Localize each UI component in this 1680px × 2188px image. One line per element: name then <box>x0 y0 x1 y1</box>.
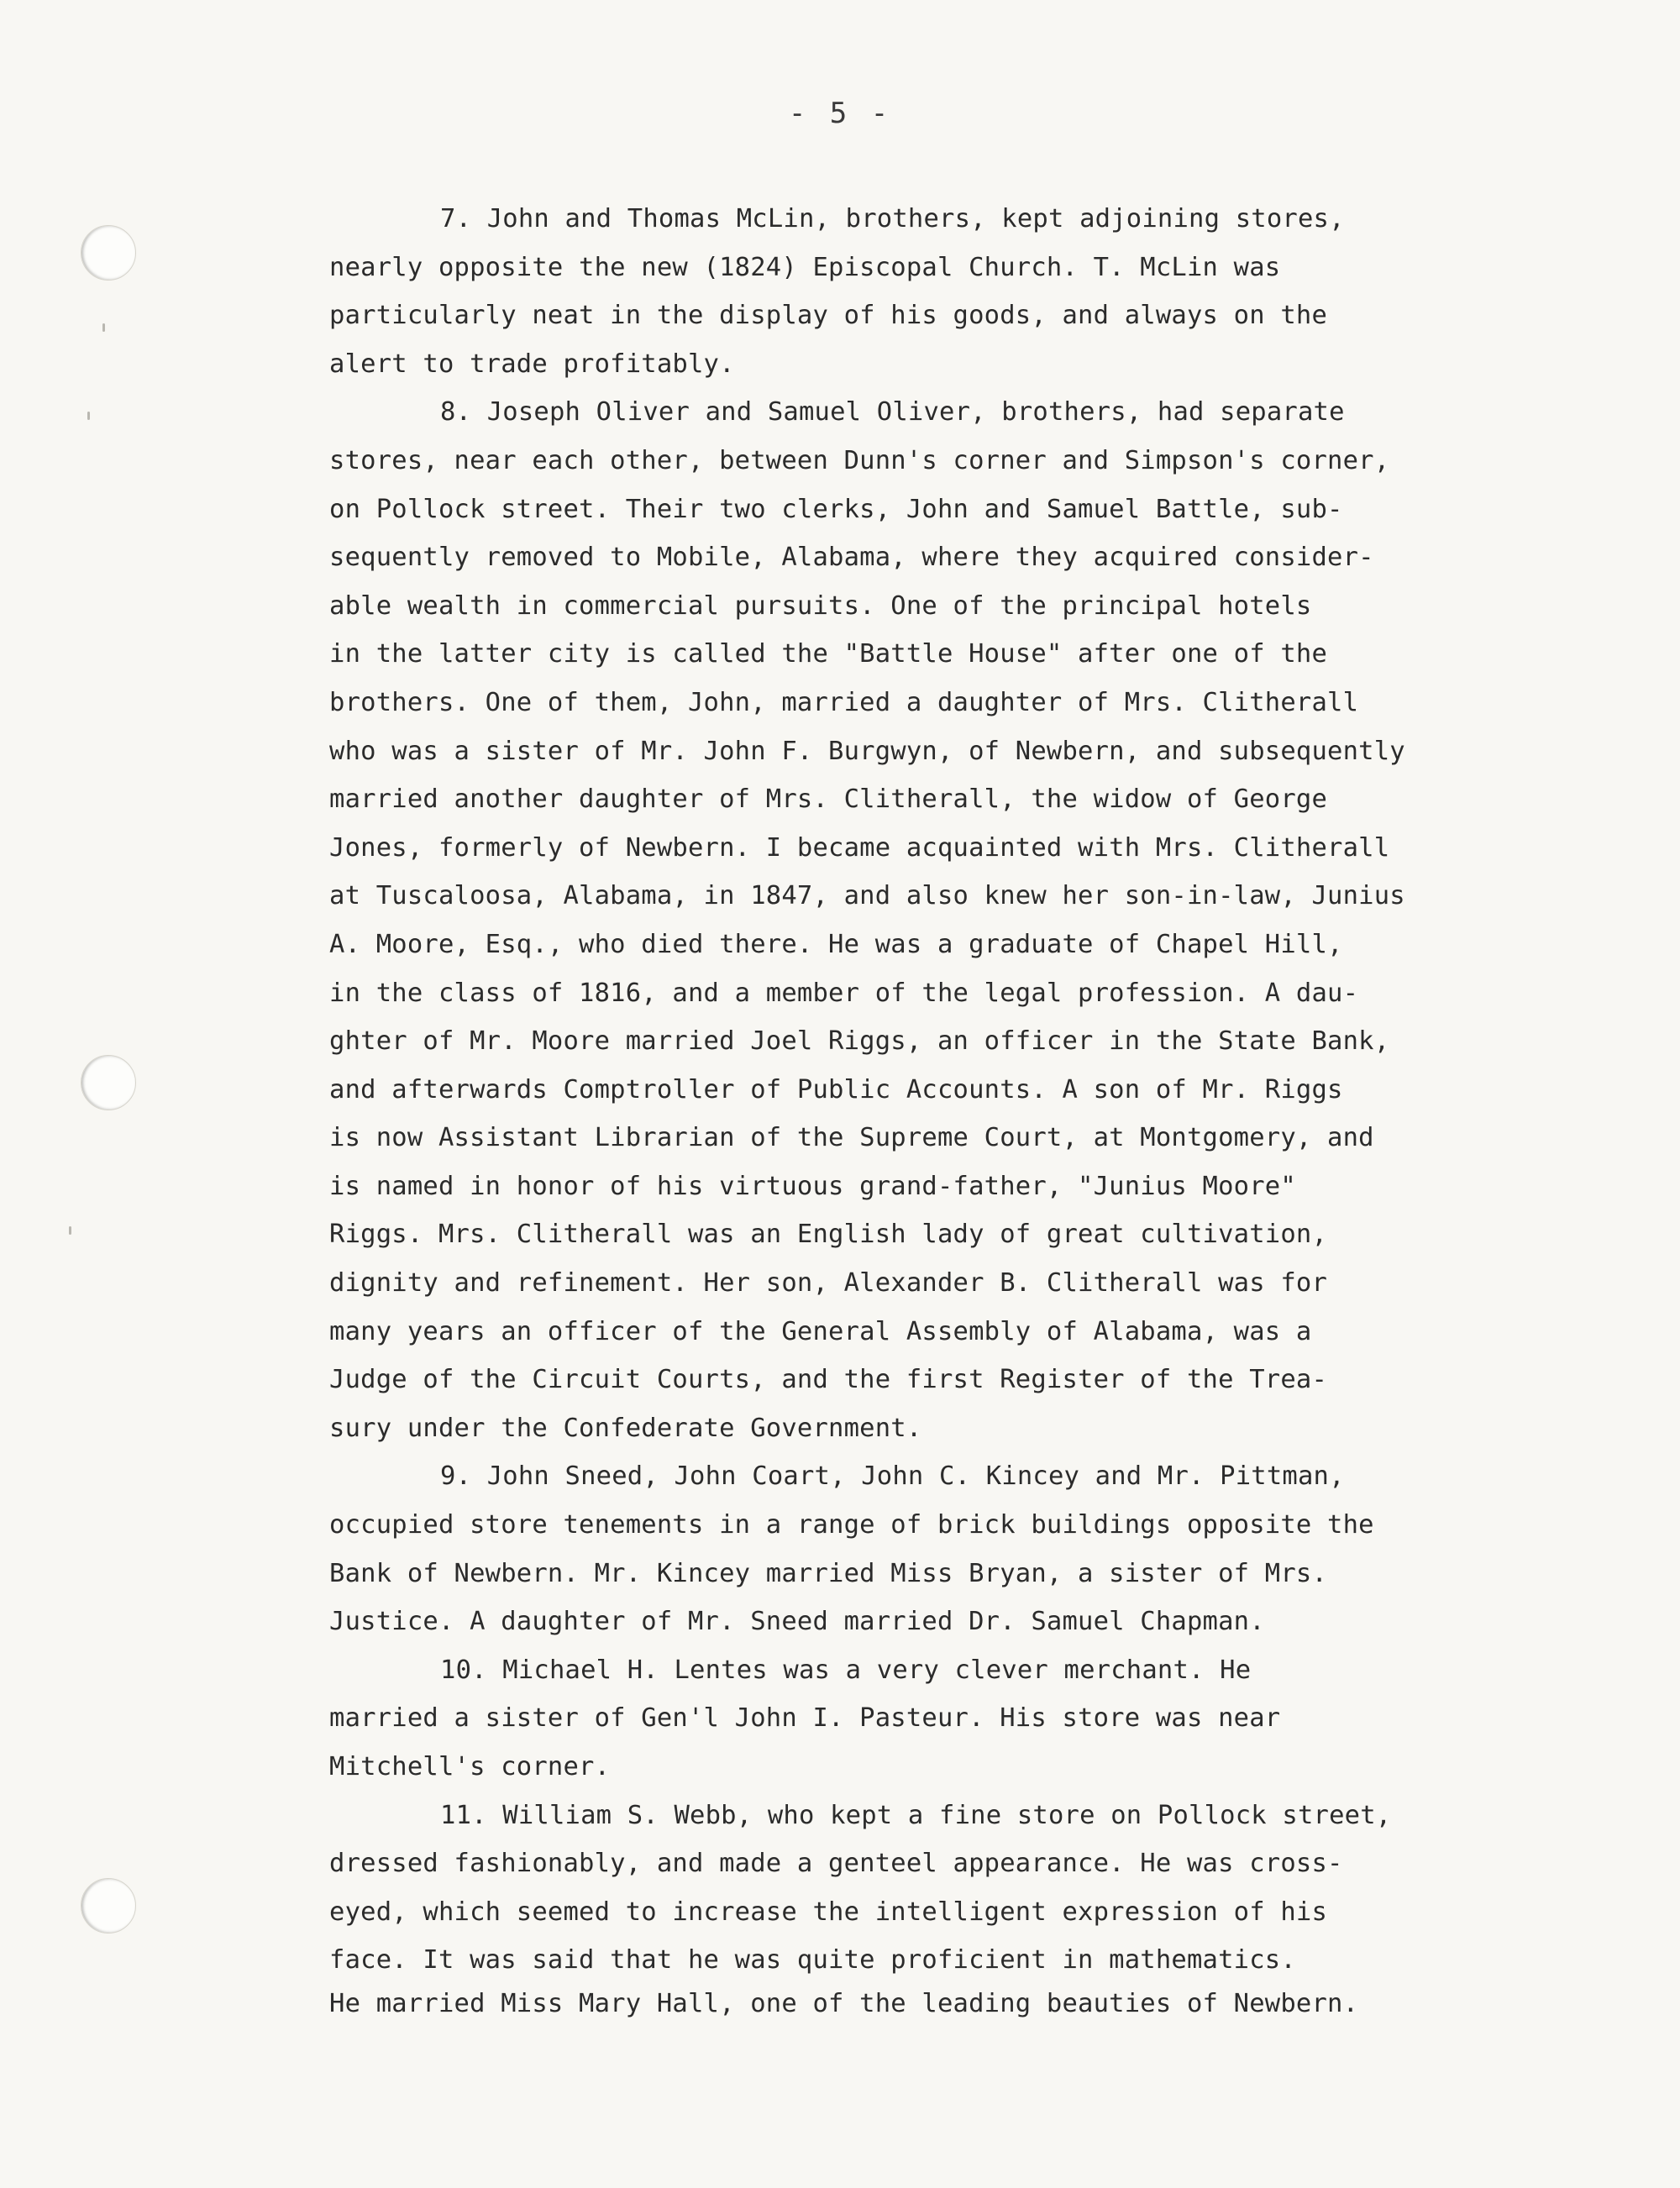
binder-hole <box>81 1878 136 1934</box>
text-line: 10. Michael H. Lentes was a very clever merchant. He <box>440 1655 1252 1685</box>
paper-speck <box>102 323 105 332</box>
text-line: 8. Joseph Oliver and Samuel Oliver, brothers, had separate <box>440 397 1345 428</box>
text-line: is named in honor of his virtuous grand-father, "Junius Moore" <box>329 1171 1296 1201</box>
text-line: in the class of 1816, and a member of the legal profession. A dau- <box>329 978 1359 1008</box>
text-line: eyed, which seemed to increase the intelligent expression of his <box>329 1897 1328 1927</box>
text-line: 7. John and Thomas McLin, brothers, kept adjoining stores, <box>440 204 1345 233</box>
paper-speck <box>69 1226 71 1235</box>
text-line: many years an officer of the General Assembly of Alabama, was a <box>329 1316 1312 1346</box>
text-line: stores, near each other, between Dunn's corner and Simpson's corner, <box>329 445 1390 475</box>
text-line: on Pollock street. Their two clerks, John and Samuel Battle, sub- <box>329 494 1343 524</box>
text-line: dressed fashionably, and made a genteel appearance. He was cross- <box>329 1849 1343 1879</box>
text-line: particularly neat in the display of his goods, and always on the <box>329 301 1328 331</box>
body-text <box>329 195 1472 2023</box>
text-line: sury under the Confederate Government. <box>329 1413 922 1443</box>
text-line: 11. William S. Webb, who kept a fine store on Pollock street, <box>440 1800 1392 1830</box>
text-line: married another daughter of Mrs. Clitherall, the widow of George <box>329 784 1328 815</box>
text-line: ghter of Mr. Moore married Joel Riggs, an officer in the State Bank, <box>329 1026 1390 1057</box>
text-line: in the latter city is called the "Battle House" after one of the <box>329 639 1328 669</box>
text-line: married a sister of Gen'l John I. Pasteur. His store was near <box>329 1703 1281 1734</box>
text-line: Judge of the Circuit Courts, and the first Register of the Trea- <box>329 1365 1328 1395</box>
text-line: sequently removed to Mobile, Alabama, where they acquired consider- <box>329 543 1374 573</box>
text-line: face. It was said that he was quite proficient in mathematics. <box>329 1945 1296 1975</box>
text-line: alert to trade profitably. <box>329 349 735 379</box>
text-line: at Tuscaloosa, Alabama, in 1847, and also knew her son-in-law, Junius <box>329 881 1405 911</box>
text-line: able wealth in commercial pursuits. One of the principal hotels <box>329 590 1312 621</box>
text-line: A. Moore, Esq., who died there. He was a graduate of Chapel Hill, <box>329 929 1343 959</box>
text-line: 9. John Sneed, John Coart, John C. Kincey and Mr. Pittman, <box>440 1461 1345 1492</box>
text-line: Jones, formerly of Newbern. I became acquainted with Mrs. Clitherall <box>329 832 1390 863</box>
text-line: Justice. A daughter of Mr. Sneed married Dr. Samuel Chapman. <box>329 1607 1265 1637</box>
page-number: - 5 - <box>788 97 892 130</box>
text-line: who was a sister of Mr. John F. Burgwyn, of Newbern, and subsequently <box>329 736 1405 766</box>
text-line: dignity and refinement. Her son, Alexander B. Clitherall was for <box>329 1268 1328 1299</box>
binder-hole <box>81 1055 136 1110</box>
binder-hole <box>81 225 136 281</box>
text-line: Mitchell's corner. <box>329 1752 611 1781</box>
text-line: He married Miss Mary Hall, one of the leading beauties of Newbern. <box>329 1988 1359 2018</box>
text-line: nearly opposite the new (1824) Episcopal Church. T. McLin was <box>329 252 1281 282</box>
text-line: brothers. One of them, John, married a daughter of Mrs. Clitherall <box>329 687 1359 717</box>
text-line: is now Assistant Librarian of the Supreme Court, at Montgomery, and <box>329 1123 1374 1153</box>
paper-speck <box>87 412 90 420</box>
text-line: occupied store tenements in a range of brick buildings opposite the <box>329 1510 1374 1540</box>
text-line: Riggs. Mrs. Clitherall was an English lady of great cultivation, <box>329 1220 1328 1250</box>
text-line: Bank of Newbern. Mr. Kincey married Miss Bryan, a sister of Mrs. <box>329 1558 1328 1588</box>
text-line: and afterwards Comptroller of Public Accounts. A son of Mr. Riggs <box>329 1074 1343 1104</box>
